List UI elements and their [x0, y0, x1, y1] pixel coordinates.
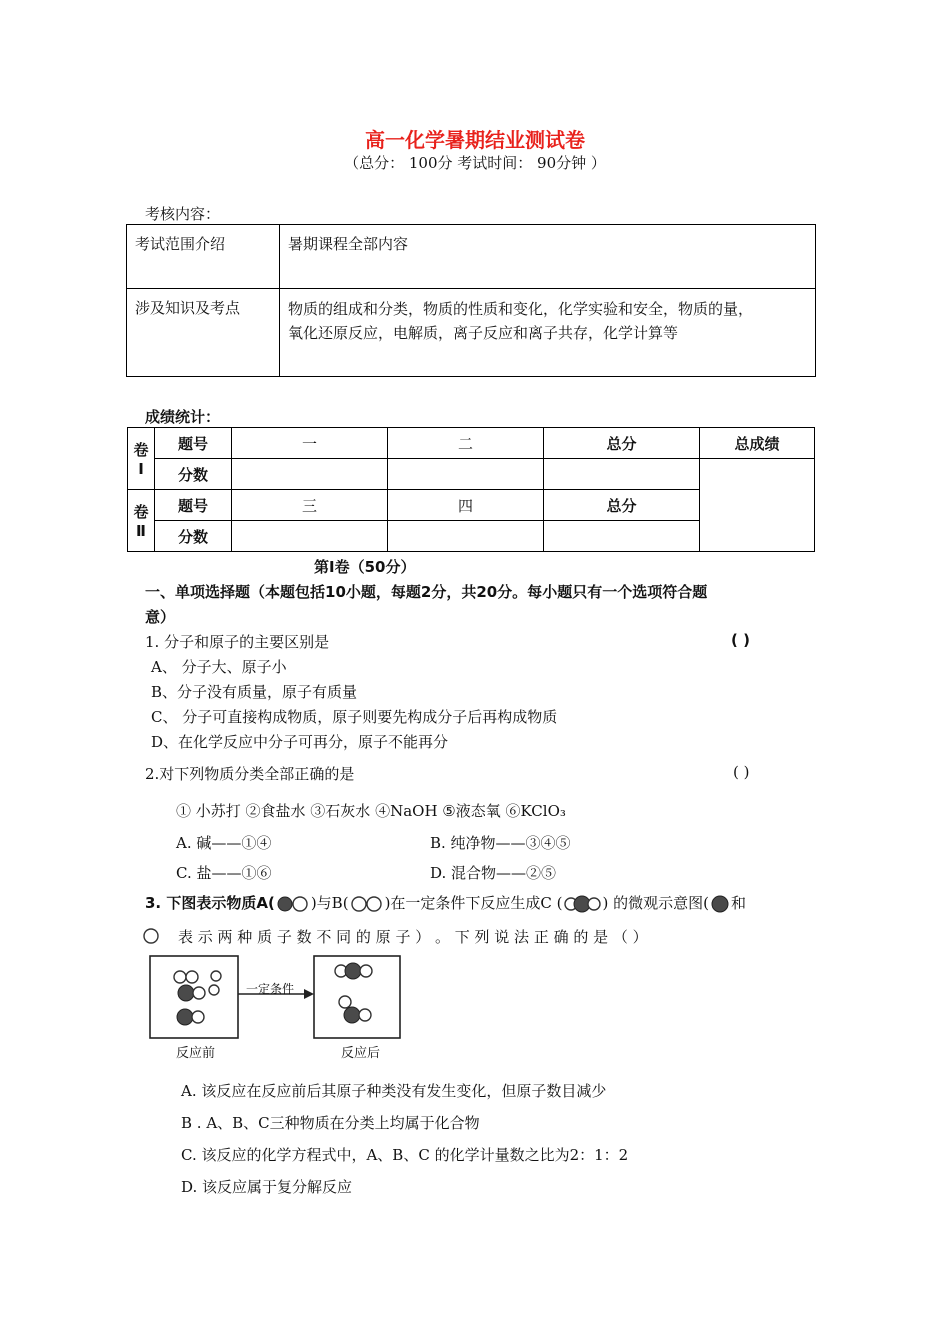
q2-option-b: B. 纯净物——③④⑤	[430, 834, 571, 852]
assessment-key-scope: 考试范围介绍	[127, 225, 280, 289]
col-4-header: 四	[388, 490, 544, 521]
q2-answer-bracket: ( )	[733, 763, 750, 781]
q3-stem-line1	[145, 892, 746, 914]
assessment-key-points: 涉及知识及考点	[127, 289, 280, 377]
col-2-header: 二	[388, 428, 544, 459]
col-3-header: 三	[232, 490, 388, 521]
paper2-subtotal-header: 总分	[544, 490, 700, 521]
q3-stem-part3: )在一定条件下反应生成C (	[384, 894, 563, 912]
q2-option-d: D. 混合物——②⑤	[430, 864, 557, 882]
q3-stem-part5: 和	[731, 894, 747, 912]
q3-stem-part2: )与B(	[310, 894, 349, 912]
assessment-points-line1: 物质的组成和分类，物质的性质和变化，化学实验和安全，物质的量，	[288, 300, 754, 318]
light-atom-icon	[141, 926, 161, 946]
assessment-label: 考核内容：	[145, 205, 221, 223]
q3-option-d: D. 该反应属于复分解反应	[181, 1178, 353, 1196]
q1-option-c: C、 分子可直接构成物质，原子则要先构成分子后再构成物质	[151, 708, 558, 726]
q1-option-a: A、 分子大、原子小	[151, 658, 287, 676]
assessment-table	[126, 224, 816, 377]
q1-answer-bracket: ( )	[731, 631, 750, 649]
paper1-item-header: 题号	[155, 428, 232, 459]
grand-total-cell	[700, 459, 815, 552]
assessment-value-points	[280, 289, 816, 377]
page-title: 高一化学暑期结业测试卷	[365, 128, 585, 152]
paper2-score-3	[232, 521, 388, 552]
paper2-label: 卷 Ⅱ	[128, 490, 155, 552]
col-1-header: 一	[232, 428, 388, 459]
q3-option-c: C. 该反应的化学方程式中，A、B、C 的化学计量数之比为2：1：2	[181, 1146, 629, 1164]
q1-option-d: D、在化学反应中分子可再分，原子不能再分	[151, 733, 449, 751]
part-title-line1: 一、单项选择题（本题包括10小题，每题2分，共20分。每小题只有一个选项符合题	[145, 583, 708, 601]
section-heading: 第Ⅰ卷（50分）	[314, 558, 416, 576]
score-label: 成绩统计：	[145, 408, 221, 426]
q2-option-a: A. 碱——①④	[176, 834, 272, 852]
assessment-points-line2: 氧化还原反应，电解质，离子反应和离子共存，化学计算等	[288, 324, 679, 342]
paper1-subtotal-header: 总分	[544, 428, 700, 459]
label-after: 反应后	[341, 1046, 381, 1061]
paper2-score-4	[388, 521, 544, 552]
q3-stem-line2: 表 示 两 种 质 子 数 不 同 的 原 子 ） 。 下 列 说 法 正 确 的 是 （ ）	[178, 928, 648, 946]
q3-option-a: A. 该反应在反应前后其原子种类没有发生变化，但原子数目减少	[181, 1082, 607, 1100]
molecule-a-icon	[275, 895, 311, 913]
q3-option-b: B . A、B、C三种物质在分类上均属于化合物	[181, 1114, 480, 1132]
q2-items: ① 小苏打 ②食盐水 ③石灰水 ④NaOH ⑤液态氧 ⑥KClO₃	[176, 802, 566, 820]
grand-total-header: 总成绩	[700, 428, 815, 459]
label-before: 反应前	[176, 1046, 216, 1061]
part-title-line2: 意）	[145, 608, 176, 626]
paper2-score-label: 分数	[155, 521, 232, 552]
dark-atom-icon	[709, 894, 731, 914]
paper1-score-total	[544, 459, 700, 490]
paper1-label: 卷 Ⅰ	[128, 428, 155, 490]
q3-stem-part1: 3. 下图表示物质A(	[145, 894, 275, 912]
arrow-head-icon	[304, 989, 314, 999]
q1-option-b: B、分子没有质量，原子有质量	[151, 683, 358, 701]
q3-stem-part4: ) 的微观示意图(	[602, 894, 709, 912]
paper1-score-2	[388, 459, 544, 490]
paper2-score-total	[544, 521, 700, 552]
molecule-b-icon	[349, 895, 385, 913]
q2-stem: 2.对下列物质分类全部正确的是	[145, 765, 355, 783]
q2-option-c: C. 盐——①⑥	[176, 864, 272, 882]
page-subtitle: （总分： 100分 考试时间： 90分钟 ）	[344, 154, 606, 172]
q1-stem: 1. 分子和原子的主要区别是	[145, 633, 330, 651]
molecule-c-icon	[563, 894, 603, 914]
reaction-condition: 一定条件	[246, 982, 295, 996]
score-table	[127, 427, 815, 552]
paper1-score-1	[232, 459, 388, 490]
assessment-value-scope: 暑期课程全部内容	[280, 225, 816, 289]
paper2-item-header: 题号	[155, 490, 232, 521]
paper1-score-label: 分数	[155, 459, 232, 490]
